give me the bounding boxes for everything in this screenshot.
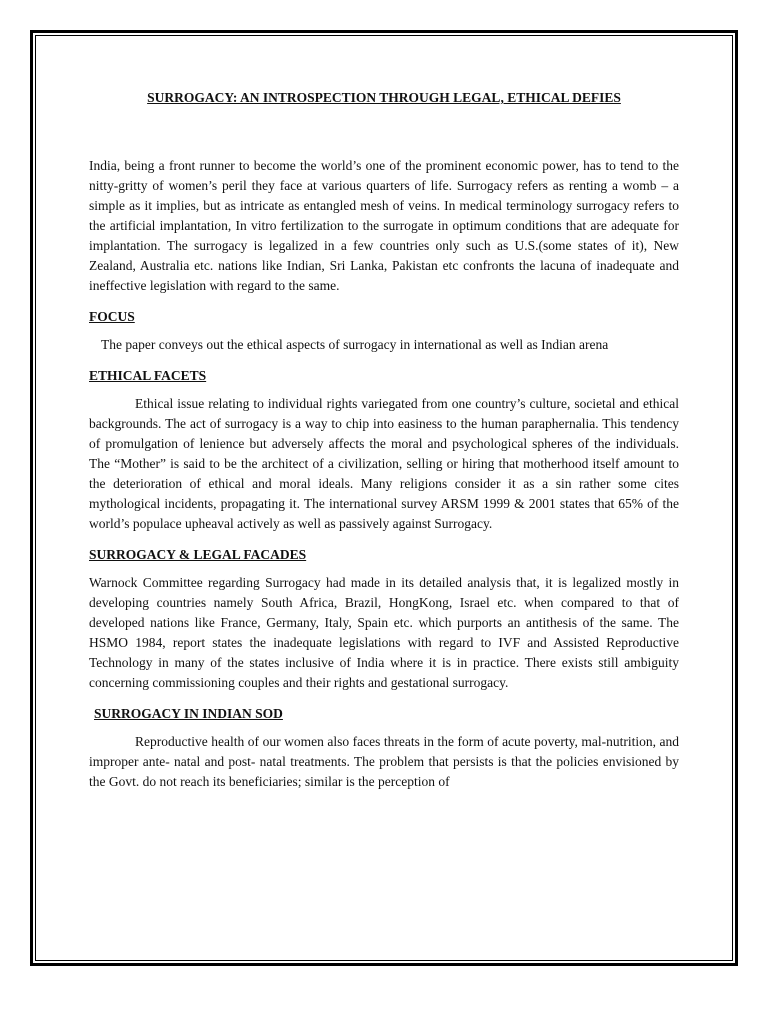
ethical-facets-paragraph: Ethical issue relating to individual rights variegated from one country’s culture, societal and ethical backgrounds. The act of surrogacy is a way to chip into easiness to the human paraphernalia. This tendency of promulgation of lenience but adversely affects the moral and psychological spheres of the individuals. The “Mother” is said to be the architect of a civilization, selling or hiring that motherhood itself amount to the deterioration of ethical and moral ideals. Many religions consider it as a sin rather some cites mythological incidents, propagating it. The international survey ARSM 1999 & 2001 states that 65% of the world’s populace upheaval actively as well as passively against Surrogacy. [89,396,679,531]
focus-heading: FOCUS [89,309,135,324]
ethical-facets-heading: ETHICAL FACETS [89,368,207,383]
focus-paragraph: The paper conveys out the ethical aspects of surrogacy in international as well as Indian arena [101,337,609,352]
document-title: SURROGACY: AN INTROSPECTION THROUGH LEGAL, ETHICAL DEFIES [147,90,621,105]
intro-paragraph: India, being a front runner to become the world’s one of the prominent economic power, has to tend to the nitty-gritty of women’s peril they face at various quarters of life. Surrogacy refers as renting a womb – a simple as it implies, but as intricate as entangled mesh of veins. In medical terminology surrogacy refers to the artificial implantation, In vitro fertilization to the surrogate in optimum conditions that are adequate for implantation. The surrogacy is legalized in a few countries only such as U.S.(some states of it), New Zealand, Australia etc. nations like Indian, Sri Lanka, Pakistan etc confronts the lacuna of inadequate and ineffective legislation with regard to the same. [89,158,679,293]
legal-facades-heading: SURROGACY & LEGAL FACADES [89,547,307,562]
legal-facades-paragraph: Warnock Committee regarding Surrogacy had made in its detailed analysis that, it is legalized mostly in developing countries namely South Africa, Brazil, HongKong, Israel etc. when compared to that of developed nations like France, Germany, Italy, Spain etc. which purports an antithesis of the same. The HSMO 1984, report states the inadequate legislations with regard to IVF and Assisted Reproductive Technology in many of the states inclusive of India where it is in practice. There exists still ambiguity concerning commissioning couples and their rights and gestational surrogacy. [89,575,679,690]
indian-sod-heading: SURROGACY IN INDIAN SOD [94,706,283,721]
document-page [89,86,679,792]
indian-sod-paragraph: Reproductive health of our women also faces threats in the form of acute poverty, mal-nutrition, and improper ante- natal and post- natal treatments. The problem that persists is that the policies envisioned by the Govt. do not reach its beneficiaries; similar is the perception of [89,734,679,789]
